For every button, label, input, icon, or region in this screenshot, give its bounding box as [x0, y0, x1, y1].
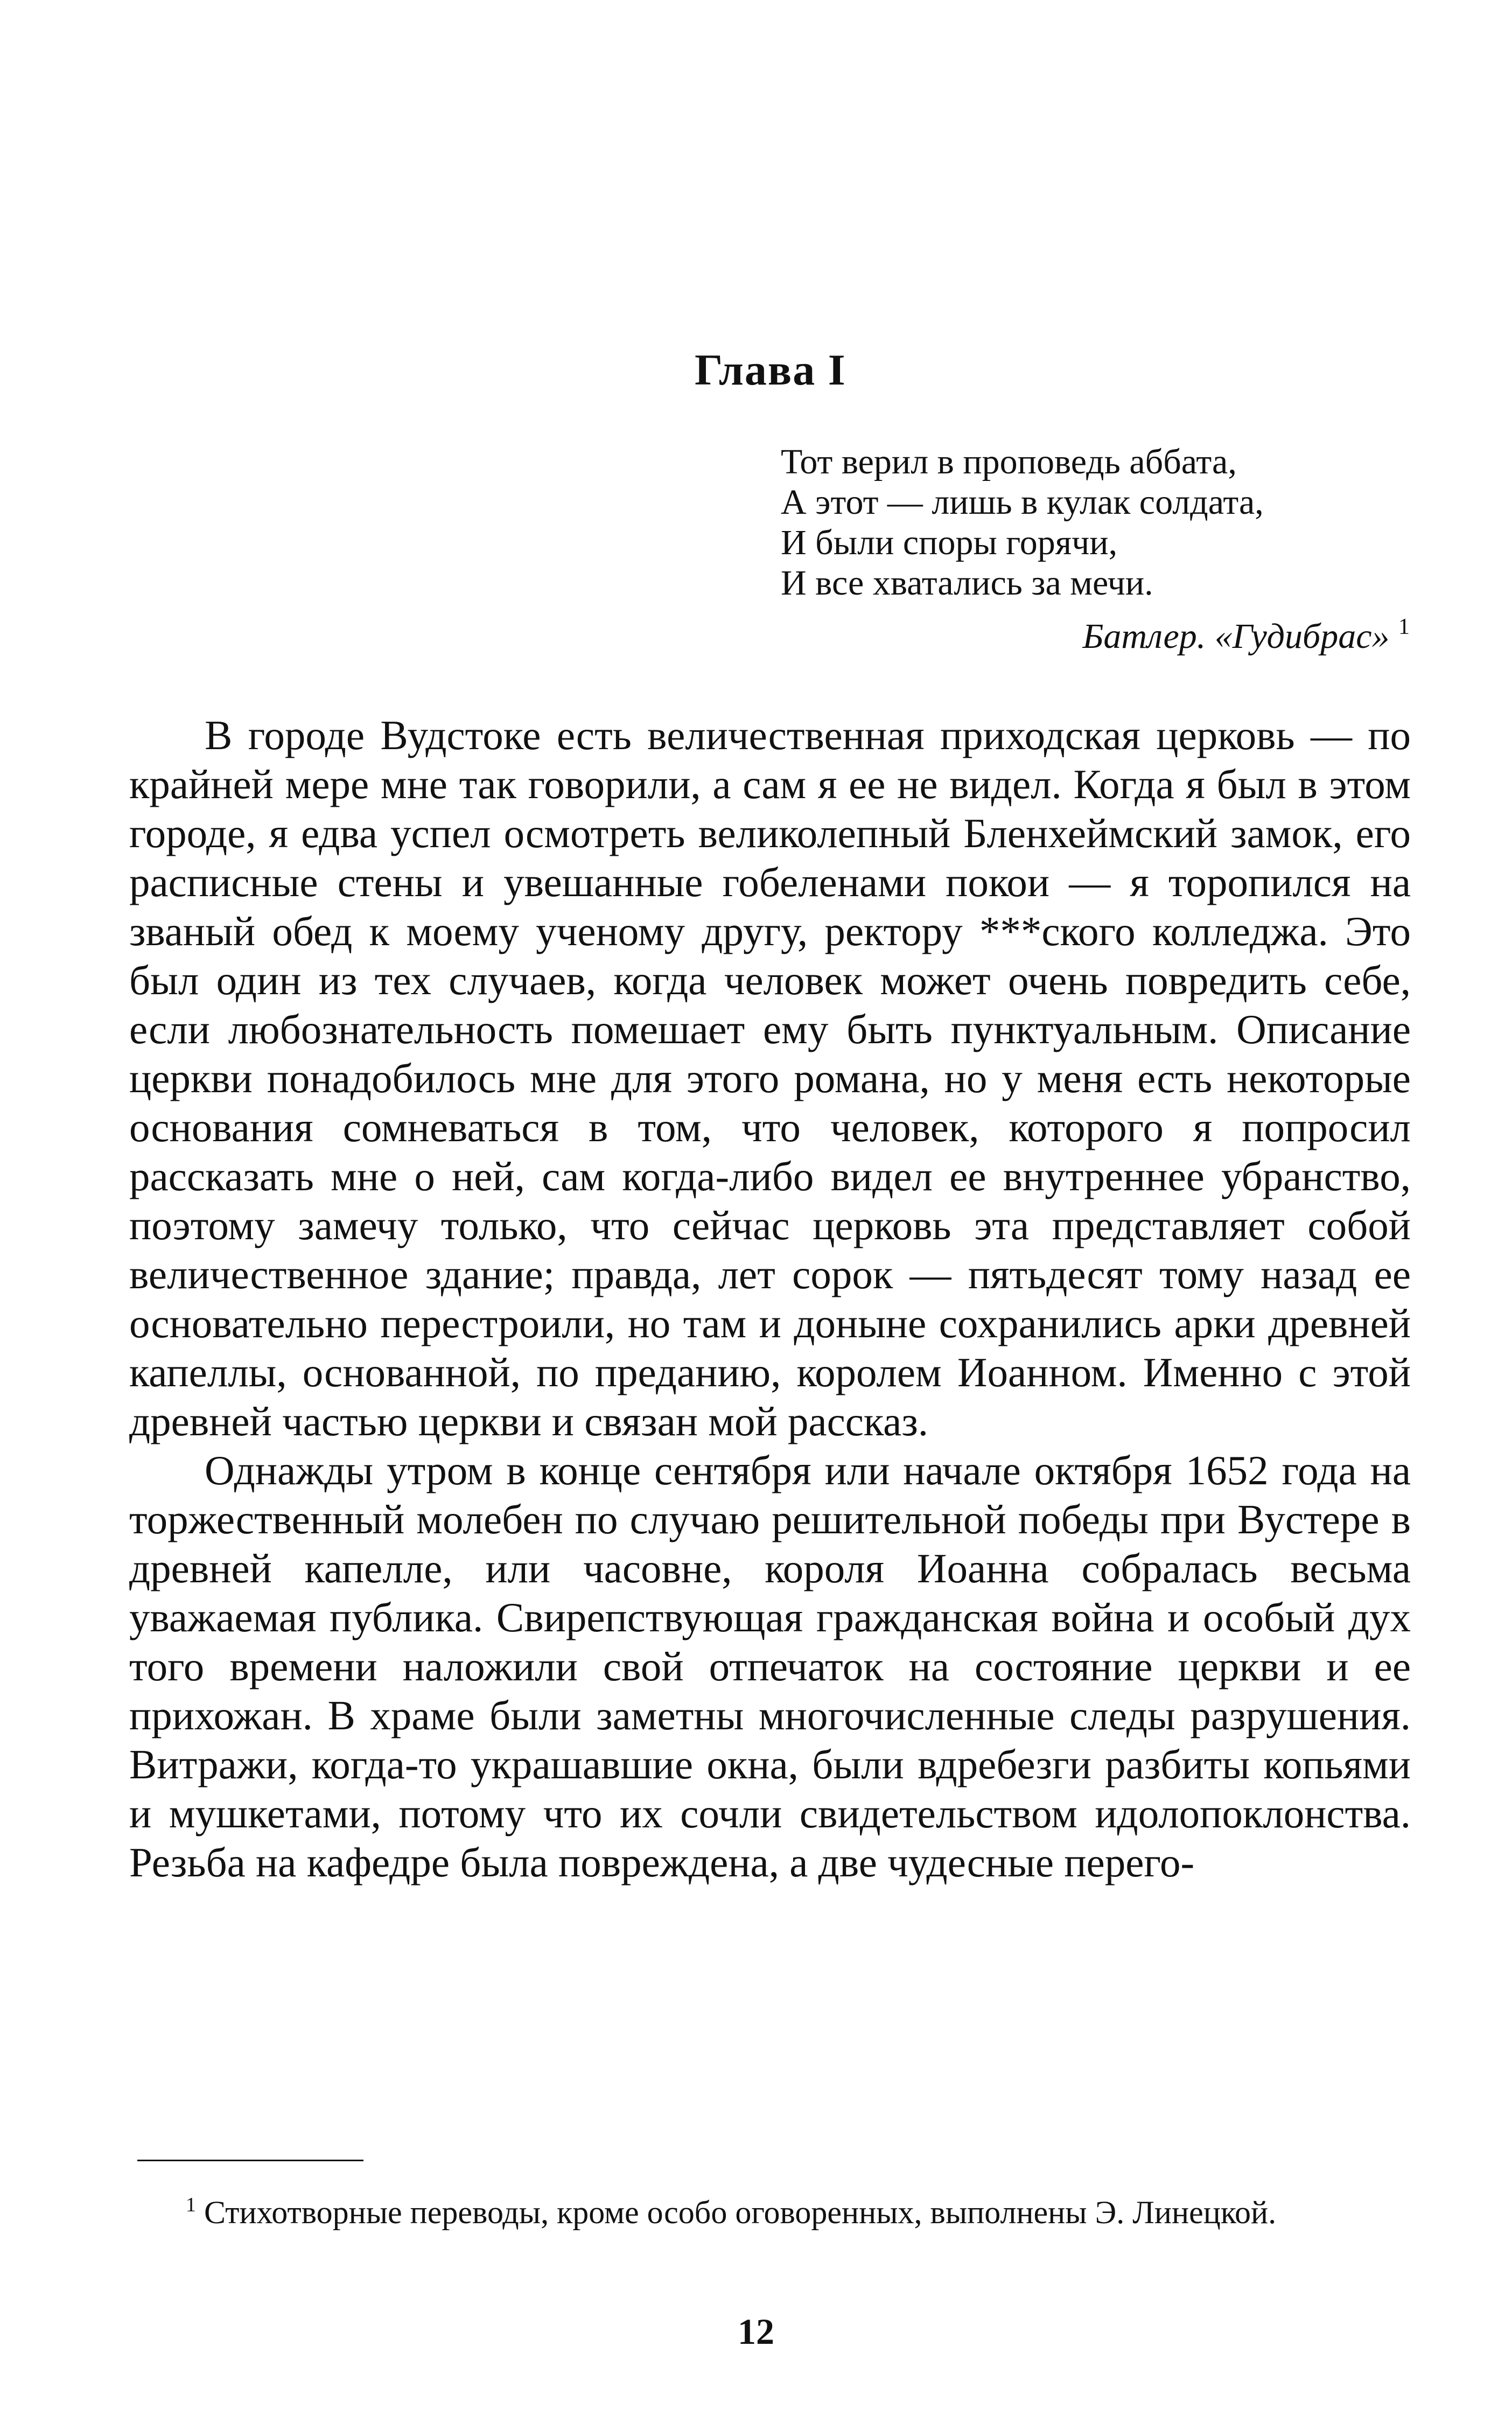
footnote [132, 2187, 1408, 2231]
epigraph-attribution-text: Батлер. «Гудибрас» [1082, 617, 1390, 656]
footnote-divider [137, 2160, 363, 2161]
paragraph: В городе Вудстоке есть величественная приходская церковь — по крайней мере мне так говорили, а сам я ее не видел. Когда я был в этом городе, я едва успел осмотреть великолепный Бленхеймский замок, его расписные стены и увешанные гобеленами покои — я торопился на званый обед к моему ученому другу, ректору ***ского колледжа. Это был один из тех случаев, когда человек может очень повредить себе, если любознательность помешает ему быть пунктуальным. Описание церкви понадобилось мне для этого романа, но у меня есть некоторые основания сомневаться в том, что человек, которого я попросил рассказать мне о ней, сам когда-либо видел ее внутреннее убранство, поэтому замечу только, что сейчас церковь эта представляет собой величественное здание; правда, лет сорок — пятьдесят тому назад ее основательно перестроили, но там и доныне сохранились арки древней капеллы, основанной, по преданию, королем Иоанном. Именно с этой древней частью церкви и связан мой рассказ. [129, 712, 1411, 1444]
epigraph-line: И все хватались за мечи. [781, 563, 1153, 603]
epigraph-line: А этот — лишь в кулак солдата, [781, 483, 1264, 522]
epigraph-line: И были споры горячи, [781, 523, 1118, 562]
epigraph [781, 442, 1416, 603]
footnote-mark: 1 [186, 2194, 196, 2216]
chapter-title: Глава I [695, 345, 846, 394]
epigraph-attribution [1083, 614, 1410, 657]
page-number: 12 [738, 2311, 774, 2352]
epigraph-line: Тот верил в проповедь аббата, [781, 442, 1237, 481]
paragraph: Однажды утром в конце сентября или начале октября 1652 года на торжественный молебен по случаю решительной победы при Вустере в древней капелле, или часовне, короля Иоанна собралась весьма уважаемая публика. Свирепствующая гражданская война и особый дух того времени наложили свой отпечаток на состояние церкви и ее прихожан. В храме были заметны многочисленные следы разрушения. Витражи, когда-то украшавшие окна, были вдребезги разбиты копьями и мушкетами, потому что их сочли свидетельством идолопоклонства. Резьба на кафедре была повреждена, а две чудесные перего- [129, 1447, 1411, 1886]
footnote-reference: 1 [1398, 615, 1410, 639]
body-text [129, 711, 1411, 1887]
footnote-text: Стихотворные переводы, кроме особо оговоренных, выполнены Э. Линецкой. [204, 2195, 1277, 2230]
